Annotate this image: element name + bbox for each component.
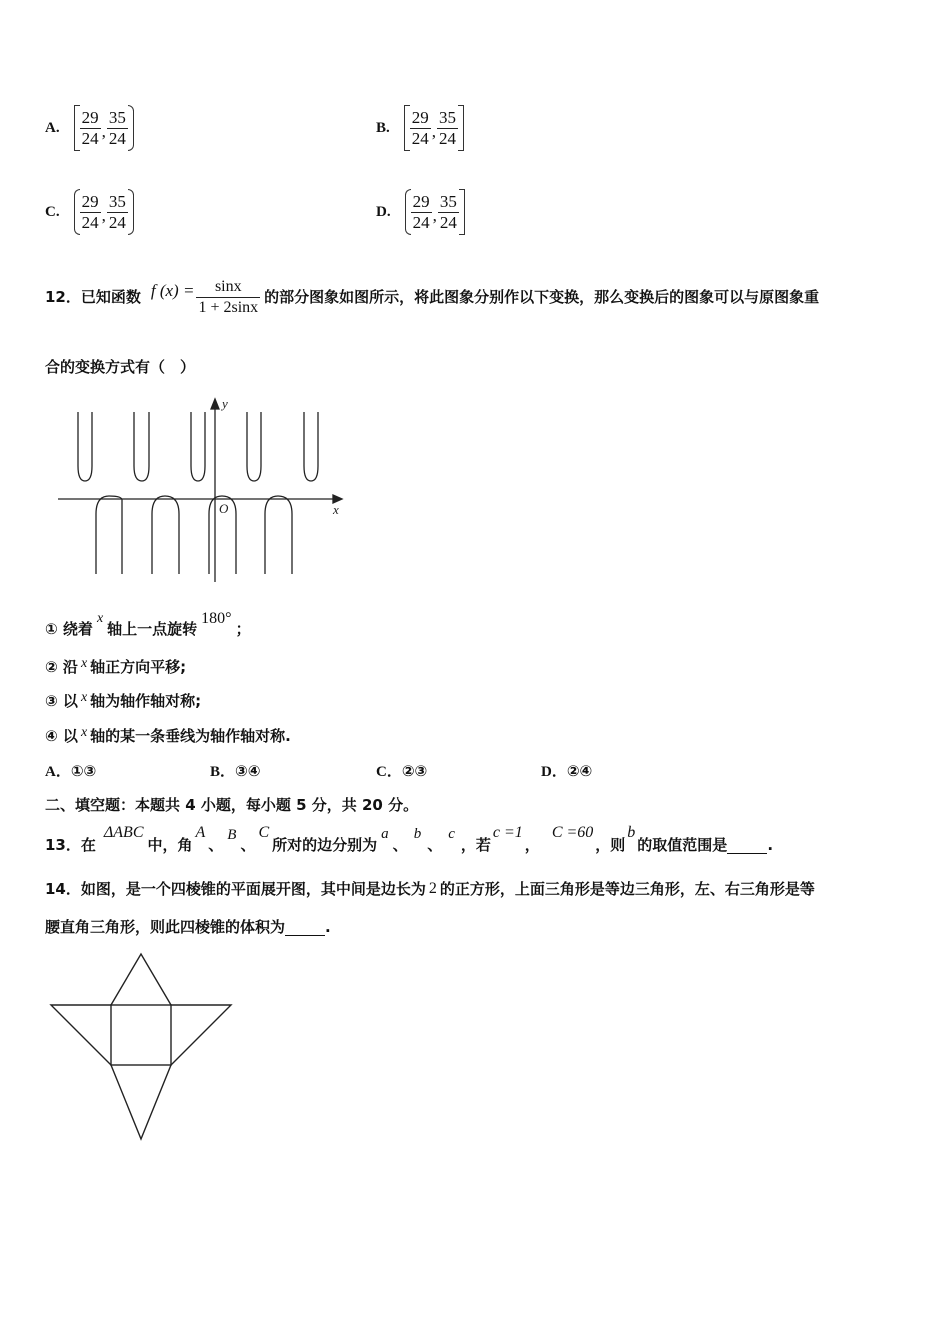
fraction-upper: $\frac{35}{24}$ <box>108 107 126 148</box>
section-heading: 二、填空题：本题共 4 小题，每小题 5 分，共 20 分。 <box>45 796 419 814</box>
right-isosceles-right-triangle <box>171 1005 231 1065</box>
x-axis-label: x <box>333 502 339 517</box>
q12-text-after: 的部分图象如图所示，将此图象分别作以下变换，那么变换后的图象可以与原图象重 <box>264 288 820 306</box>
choice-label: D． <box>541 764 567 780</box>
fraction-lower: $\frac{29}{24}$ <box>81 107 99 148</box>
q14-stem-line2 <box>45 918 331 936</box>
q12-stem-line1 <box>45 272 819 322</box>
q13-text: 所对的边分别为 <box>272 836 378 854</box>
item-mid: 轴上一点旋转 <box>107 620 198 638</box>
y-axis-arrow <box>211 399 219 409</box>
q14-pyramid-net <box>46 946 246 1146</box>
condition-c: c =1 <box>492 824 523 841</box>
left-isosceles-right-triangle <box>51 1005 111 1065</box>
answer-blank[interactable] <box>727 839 767 854</box>
q12-choice-c <box>376 762 427 781</box>
q14-text: 腰直角三角形，则此四棱锥的体积为 <box>45 918 286 936</box>
q12-choice-d <box>541 762 592 781</box>
y-axis-label: y <box>222 396 228 411</box>
item-prefix: ④ 以 <box>45 727 78 745</box>
right-square-bracket <box>458 105 464 151</box>
option-label: B. <box>376 120 390 136</box>
q14-stem-line1 <box>45 880 815 898</box>
angle-value: 180° <box>201 610 232 627</box>
q14-text: 14．如图，是一个四棱锥的平面展开图，其中间是边长为 <box>45 880 426 898</box>
lower-branch <box>96 496 122 574</box>
q13-number: 13．在 <box>45 836 96 854</box>
separator: 、 <box>392 836 408 854</box>
q11-option-c: C. $\frac{29}{24}$ , $\frac{35}{24}$ <box>45 188 134 236</box>
bottom-triangle <box>111 1065 171 1139</box>
fraction-lower: $\frac{29}{24}$ <box>412 191 430 232</box>
item-prefix: ③ 以 <box>45 692 78 710</box>
var-x: x <box>80 690 88 705</box>
q14-text: 的正方形，上面三角形是等边三角形，左、右三角形是等 <box>439 880 815 898</box>
side-b-target: b <box>627 824 636 841</box>
function-fraction: $\frac{\sin x}{1 + 2\sin x}$ <box>198 277 259 316</box>
item-suffix: ； <box>235 620 251 638</box>
angle-b: B <box>227 827 237 843</box>
upper-branch <box>134 412 149 481</box>
choice-label: A． <box>45 764 71 780</box>
separator: ， <box>524 836 540 854</box>
fraction-lower: $\frac{29}{24}$ <box>81 191 99 232</box>
q14-end: . <box>325 918 331 936</box>
function-lhs: f (x) = <box>150 281 195 300</box>
lower-branch <box>265 496 292 574</box>
upper-branch <box>247 412 261 481</box>
choice-label: C． <box>376 764 402 780</box>
right-paren <box>128 105 134 151</box>
separator: 、 <box>208 836 224 854</box>
q11-option-b: B. $\frac{29}{24}$ , $\frac{35}{24}$ <box>376 104 464 152</box>
var-x: x <box>80 656 88 671</box>
q12-stem-line2: 合的变换方式有（ ） <box>45 358 196 376</box>
lower-branch <box>152 496 179 574</box>
item-suffix: 轴正方向平移; <box>90 658 187 676</box>
q13-text: 中，角 <box>147 836 193 854</box>
fraction-upper: $\frac{35}{24}$ <box>439 107 457 148</box>
angle-c: C <box>258 824 270 841</box>
origin-label: O <box>219 501 229 516</box>
right-square-bracket <box>459 189 465 235</box>
q13-end: . <box>767 836 774 854</box>
q12-item-3 <box>45 692 201 710</box>
item-suffix: 轴为轴作轴对称; <box>90 692 202 710</box>
q12-number: 12．已知函数 <box>45 288 141 306</box>
q11-option-a: A. $\frac{29}{24}$ , $\frac{35}{24}$ <box>45 104 134 152</box>
q13-text: 的取值范围是 <box>637 836 728 854</box>
upper-branch <box>304 412 318 481</box>
side-b: b <box>413 826 422 842</box>
q12-item-1 <box>45 606 251 638</box>
upper-branch <box>78 412 92 481</box>
q13-text: ，则 <box>595 836 626 854</box>
separator: 、 <box>240 836 256 854</box>
answer-blank[interactable] <box>285 921 325 936</box>
var-x: x <box>80 725 88 740</box>
option-label: A. <box>45 120 60 136</box>
choice-value: ②④ <box>566 762 593 780</box>
fraction-upper: $\frac{35}{24}$ <box>439 191 457 232</box>
q12-choice-b <box>210 762 260 781</box>
choice-value: ②③ <box>401 762 428 780</box>
q13-stem <box>45 822 773 854</box>
choice-value: ①③ <box>70 762 97 780</box>
side-c: c <box>448 826 455 842</box>
var-x: x <box>96 611 104 626</box>
condition-angle-c: C =60 <box>551 824 594 841</box>
triangle-abc: ΔABC <box>103 824 144 841</box>
item-suffix: 轴的某一条垂线为轴作轴对称. <box>90 727 291 745</box>
q12-choice-a <box>45 762 96 781</box>
option-label: D. <box>376 204 391 220</box>
option-label: C. <box>45 204 60 220</box>
fraction-lower: $\frac{29}{24}$ <box>411 107 429 148</box>
item-prefix: ② 沿 <box>45 658 78 676</box>
q11-option-d: D. $\frac{29}{24}$ , $\frac{35}{24}$ <box>376 188 465 236</box>
q12-function-graph <box>52 396 352 586</box>
item-prefix: ① 绕着 <box>45 620 93 638</box>
equilateral-triangle <box>111 954 171 1005</box>
choice-label: B． <box>210 764 236 780</box>
side-a: a <box>381 826 389 842</box>
q12-item-2 <box>45 658 186 676</box>
fraction-upper: $\frac{35}{24}$ <box>108 191 126 232</box>
angle-a: A <box>195 824 206 841</box>
choice-value: ③④ <box>235 762 261 780</box>
separator: 、 <box>427 836 443 854</box>
right-paren <box>128 189 134 235</box>
side-length: 2 <box>428 880 437 897</box>
q12-item-4 <box>45 727 291 745</box>
upper-branch <box>191 412 205 481</box>
base-square <box>111 1005 171 1065</box>
q13-text: ，若 <box>460 836 491 854</box>
